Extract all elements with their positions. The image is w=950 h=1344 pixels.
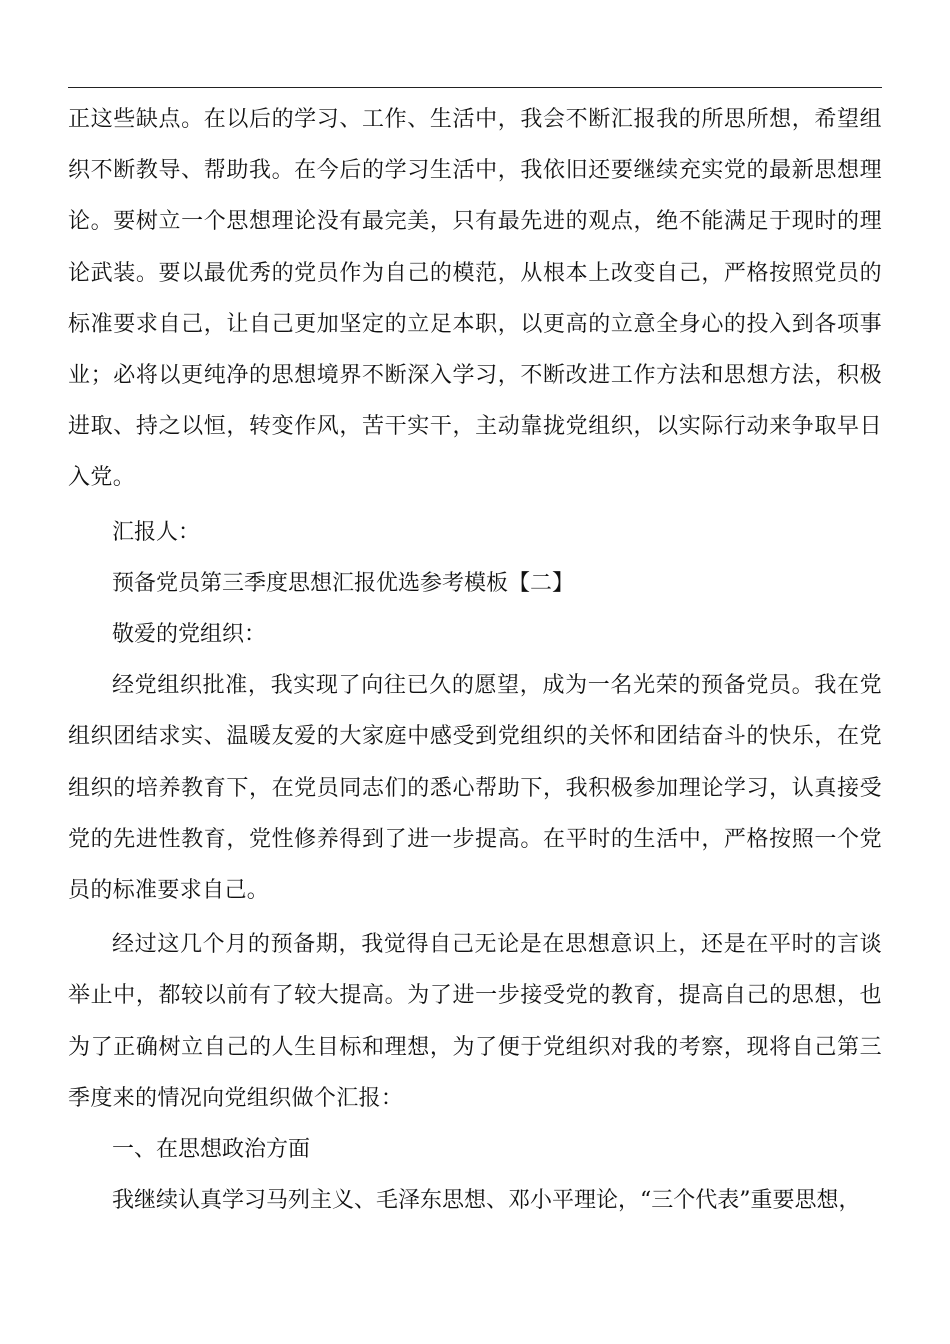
salutation: 敬爱的党组织：	[112, 622, 267, 648]
header-rule	[68, 87, 882, 88]
paragraph-intro: 经党组织批准，我实现了向往已久的愿望，成为一名光荣的预备党员。我在党组织团结求实、温暖友爱的大家庭中感受到党组织的关怀和团结奋斗的快乐，在党组织的培养教育下，在党员同志们的悉心帮助下，我积极参加理论学习，认真接受党的先进性教育，党性修养得到了进一步提高。在平时的生活中，严格按照一个党员的标准要求自己。	[68, 673, 882, 904]
paragraph-study: 我继续认真学习马列主义、毛泽东思想、邓小平理论，“三个代表”重要思想，	[112, 1188, 861, 1214]
paragraph-review: 经过这几个月的预备期，我觉得自己无论是在思想意识上，还是在平时的言谈举止中，都较以前有了较大提高。为了进一步接受党的教育，提高自己的思想，也为了正确树立自己的人生目标和理想，为了便于党组织对我的考察，现将自己第三季度来的情况向党组织做个汇报：	[68, 932, 882, 1111]
section-title: 预备党员第三季度思想汇报优选参考模板【二】	[112, 570, 575, 596]
reporter-label: 汇报人：	[112, 519, 201, 545]
document-body	[68, 94, 882, 1226]
heading-political-thought: 一、在思想政治方面	[112, 1137, 311, 1163]
paragraph-continuation: 正这些缺点。在以后的学习、工作、生活中，我会不断汇报我的所思所想，希望组织不断教导、帮助我。在今后的学习生活中，我依旧还要继续充实党的最新思想理论。要树立一个思想理论没有最完美，只有最先进的观点，绝不能满足于现时的理论武装。要以最优秀的党员作为自己的模范，从根本上改变自己，严格按照党员的标准要求自己，让自己更加坚定的立足本职，以更高的立意全身心的投入到各项事业；必将以更纯净的思想境界不断深入学习，不断改进工作方法和思想方法，积极进取、持之以恒，转变作风，苦干实干，主动靠拢党组织，以实际行动来争取早日入党。	[68, 107, 882, 491]
